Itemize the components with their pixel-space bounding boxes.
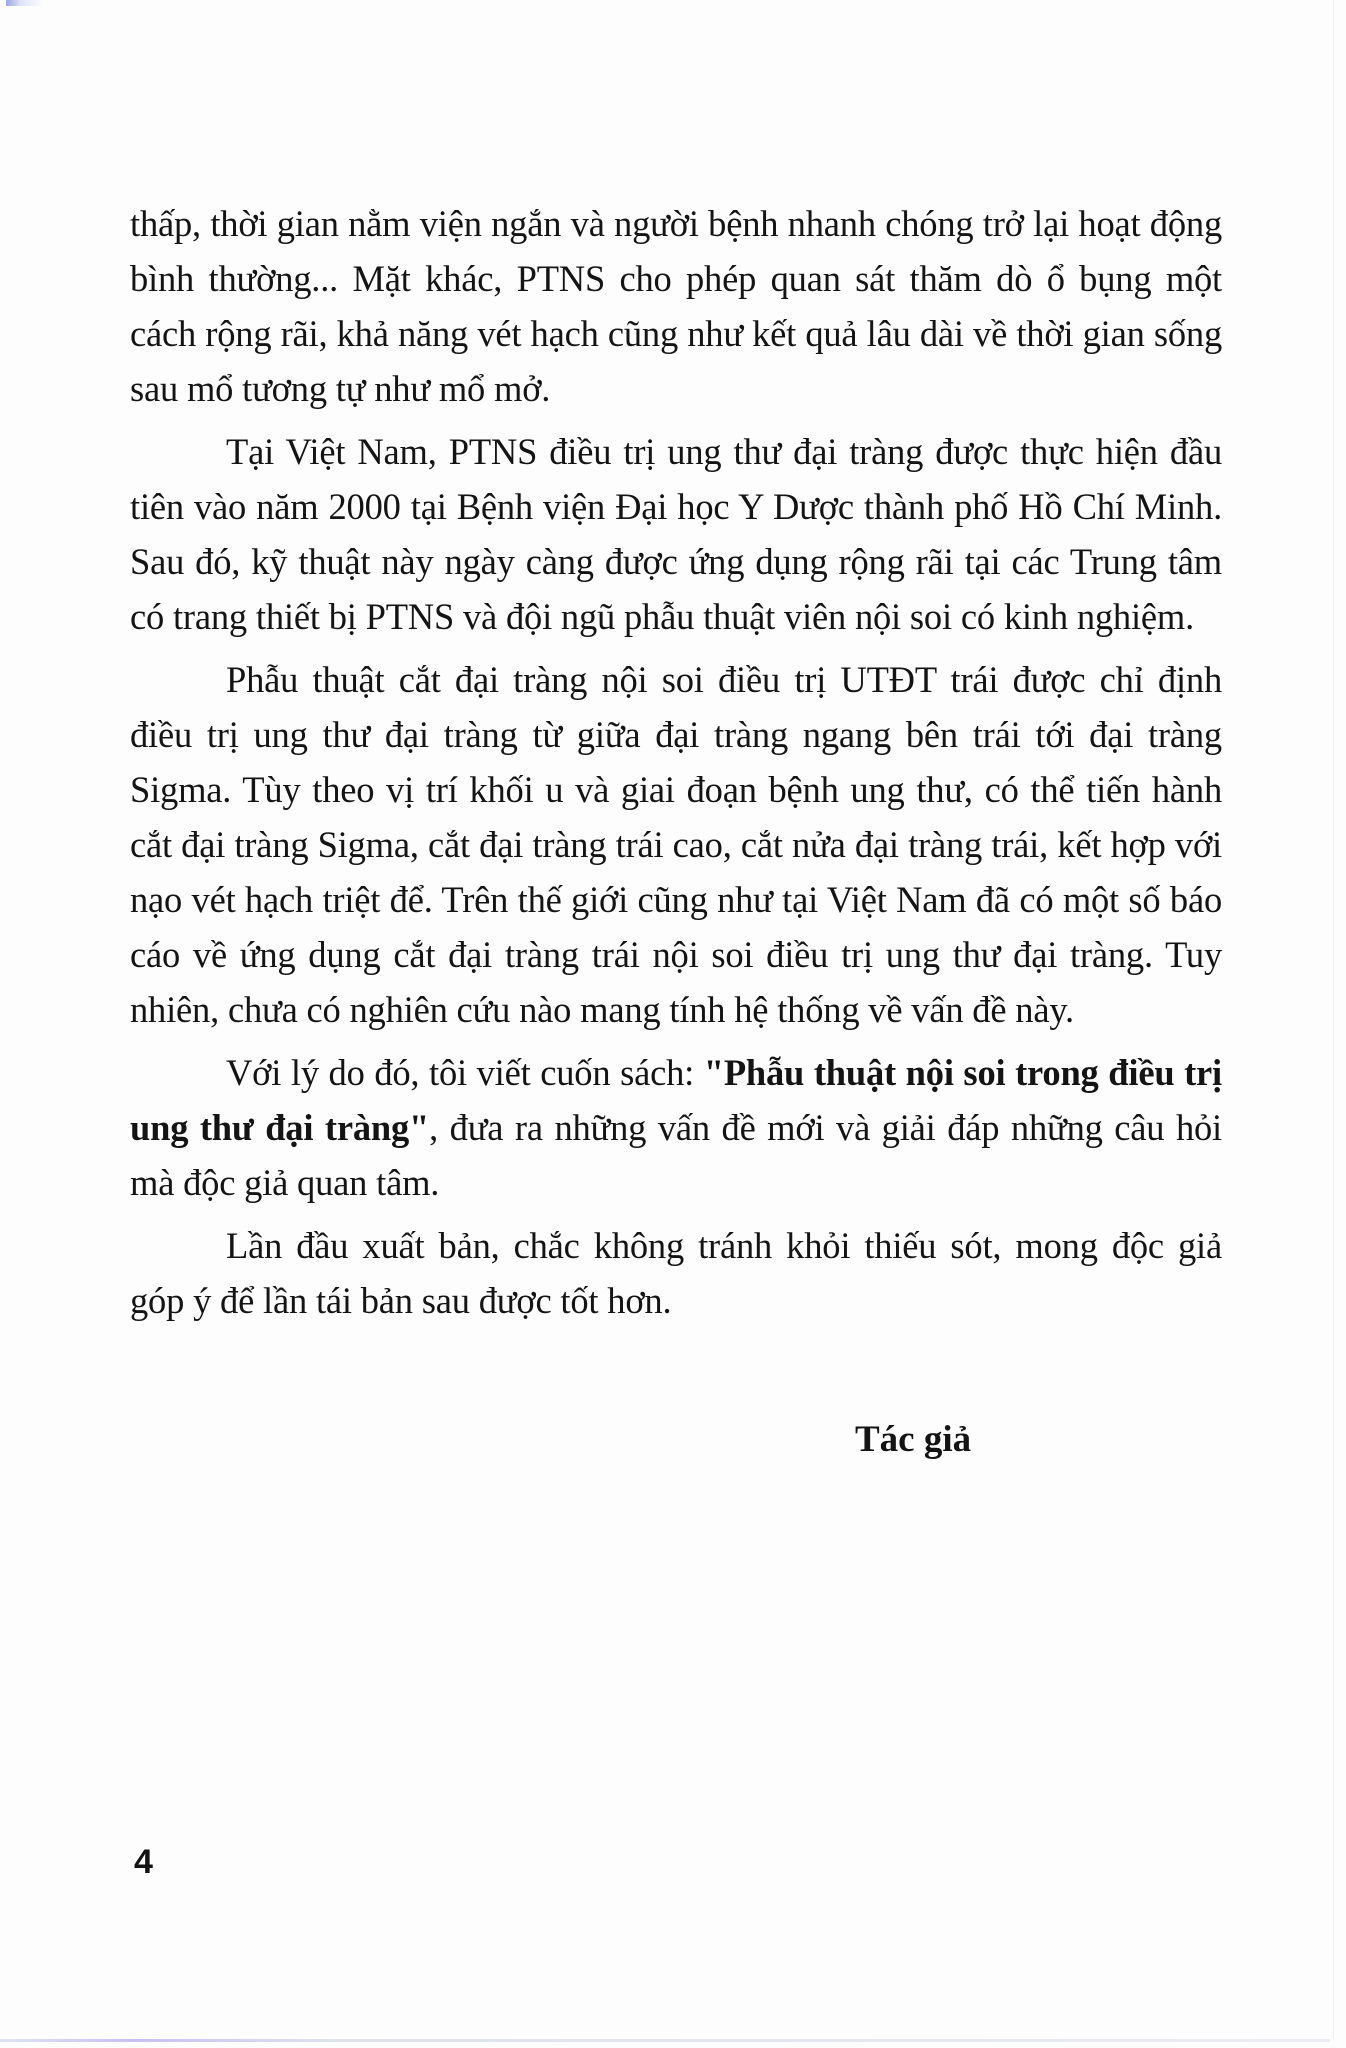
scan-bottom-edge [0,2039,1330,2042]
body-text [130,196,1222,1336]
author-signature: Tác giả [855,1419,972,1460]
book-title: "Phẫu thuật nội soi trong điều trị ung thư đại tràng" [130,1052,1222,1148]
scan-corner-artifact [6,0,42,6]
paragraph-1: thấp, thời gian nằm viện ngắn và người bệnh nhanh chóng trở lại hoạt động bình thường... Mặt khác, PTNS cho phép quan sát thăm dò ổ bụng một cách rộng rãi, khả năng vét hạch cũng như kết quả lâu dài về thời gian sống sau mổ tương tự như mổ mở. [130,203,1222,409]
paragraph-4-rest: , đưa ra những vấn đề mới và giải đáp những câu hỏi mà độc giả quan tâm. [130,1107,1222,1203]
paragraph-2: Tại Việt Nam, PTNS điều trị ung thư đại tràng được thực hiện đầu tiên vào năm 2000 tại Bệnh viện Đại học Y Dược thành phố Hồ Chí Minh. Sau đó, kỹ thuật này ngày càng được ứng dụng rộng rãi tại các Trung tâm có trang thiết bị PTNS và đội ngũ phẫu thuật viên nội soi có kinh nghiệm. [130,431,1222,637]
paragraph-5: Lần đầu xuất bản, chắc không tránh khỏi thiếu sót, mong độc giả góp ý để lần tái bản sau được tốt hơn. [130,1225,1222,1321]
paragraph-4 [130,1045,1222,1210]
page-right-edge [1333,0,1334,2040]
page-number: 4 [134,1843,153,1881]
paragraph-3: Phẫu thuật cắt đại tràng nội soi điều trị UTĐT trái được chỉ định điều trị ung thư đại tràng từ giữa đại tràng ngang bên trái tới đại tràng Sigma. Tùy theo vị trí khối u và giai đoạn bệnh ung thư, có thể tiến hành cắt đại tràng Sigma, cắt đại tràng trái cao, cắt nửa đại tràng trái, kết hợp với nạo vét hạch triệt để. Trên thế giới cũng như tại Việt Nam đã có một số báo cáo về ứng dụng cắt đại tràng trái nội soi điều trị ung thư đại tràng. Tuy nhiên, chưa có nghiên cứu nào mang tính hệ thống về vấn đề này. [130,659,1222,1030]
paragraph-4-intro: Với lý do đó, tôi viết cuốn sách: [226,1052,704,1093]
